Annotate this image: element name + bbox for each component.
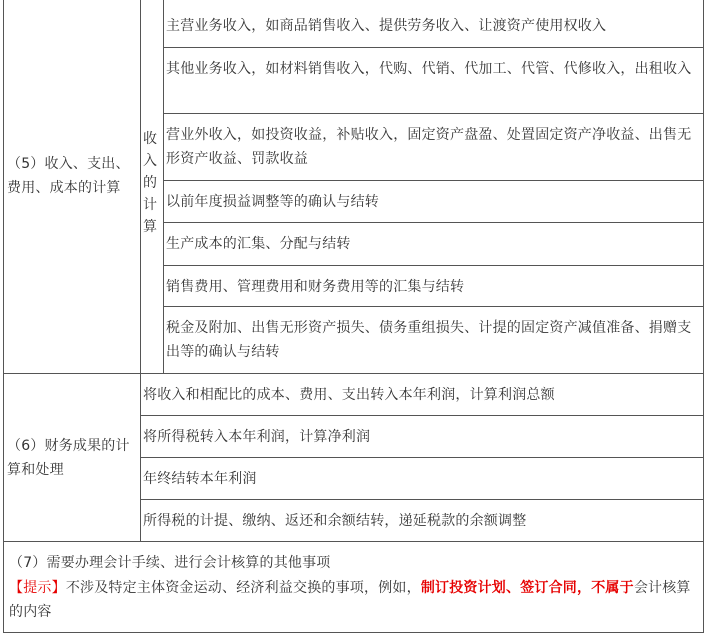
- row5-label: （5）收入、支出、费用、成本的计算: [7, 156, 130, 196]
- list-item: 税金及附加、出售无形资产损失、债务重组损失、计提的固定资产减值准备、捐赠支出等的确认与结转: [166, 320, 692, 360]
- grid-line: [140, 457, 704, 458]
- tip-paragraph: [9, 576, 701, 624]
- grid-line: [140, 499, 704, 500]
- grid-line: [3, 632, 704, 633]
- row6-label: （6）财务成果的计算和处理: [7, 438, 130, 478]
- row5-sub-label: 收入的计算: [143, 131, 157, 235]
- grid-line: [3, 0, 4, 633]
- grid-line: [163, 47, 704, 48]
- grid-line: [163, 306, 704, 307]
- grid-line: [163, 0, 164, 373]
- accounting-table: [3, 0, 704, 633]
- grid-line: [703, 0, 704, 633]
- list-item: 生产成本的汇集、分配与结转: [166, 236, 351, 252]
- grid-line: [3, 373, 704, 374]
- list-item: 将所得税转入本年利润，计算净利润: [143, 429, 371, 445]
- tip-emphasis: 制订投资计划、签订合同，不属于: [420, 580, 634, 596]
- list-item: 将收入和相配比的成本、费用、支出转入本年利润，计算利润总额: [143, 387, 555, 403]
- tip-text: 不涉及特定主体资金运动、经济利益交换的事项，例如，: [65, 580, 421, 596]
- list-item: 所得税的计提、缴纳、返还和余额结转，递延税款的余额调整: [143, 513, 527, 529]
- list-item: 销售费用、管理费用和财务费用等的汇集与结转: [166, 279, 465, 295]
- tip-tail: 会计核算的内容: [9, 580, 691, 620]
- list-item: 营业外收入，如投资收益，补贴收入，固定资产盘盈、处置固定资产净收益、出售无形资产收益、罚款收益: [166, 127, 692, 167]
- row7-label: （7）需要办理会计手续、进行会计核算的其他事项: [9, 555, 331, 571]
- grid-line: [140, 415, 704, 416]
- grid-line: [3, 541, 704, 542]
- grid-line: [163, 222, 704, 223]
- list-item: 其他业务收入，如材料销售收入，代购、代销、代加工、代管、代修收入，出租收入: [166, 61, 692, 77]
- list-item: 主营业务收入，如商品销售收入、提供劳务收入、让渡资产使用权收入: [166, 18, 607, 34]
- tip-label: 【提示】: [9, 580, 66, 596]
- grid-line: [163, 265, 704, 266]
- grid-line: [163, 113, 704, 114]
- grid-line: [140, 0, 141, 541]
- list-item: 年终结转本年利润: [143, 471, 257, 487]
- grid-line: [163, 180, 704, 181]
- list-item: 以前年度损益调整等的确认与结转: [166, 194, 379, 210]
